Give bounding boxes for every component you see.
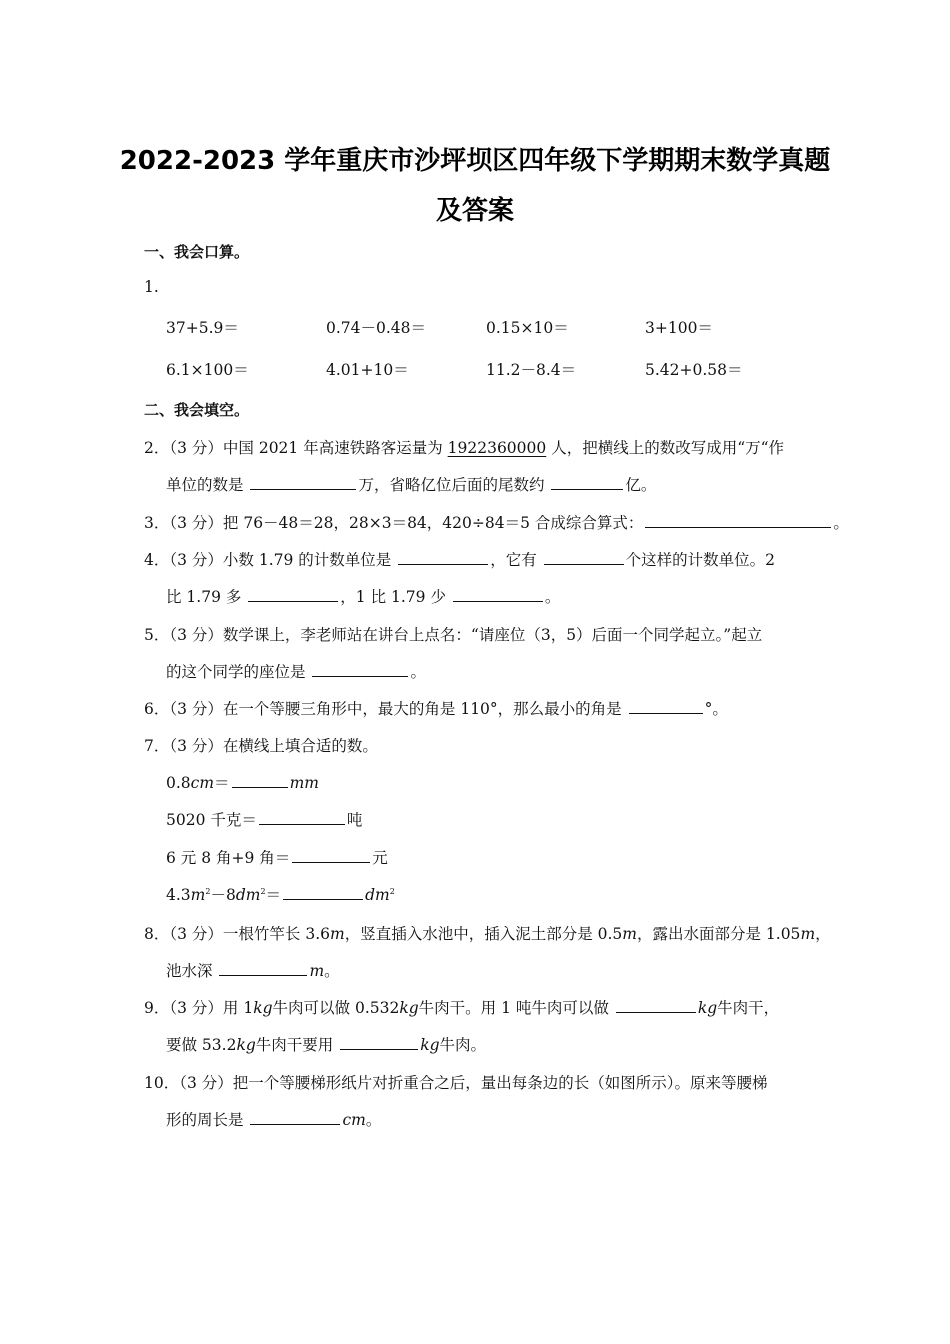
section-heading-2: 二、我会填空。	[144, 401, 250, 419]
calc-item: 6.1×100＝	[166, 361, 249, 379]
answer-blank[interactable]	[544, 549, 624, 565]
question-2-line-2: 单位的数是 万，省略亿位后面的尾数约 亿。	[166, 476, 657, 494]
underlined-number: 1922360000	[447, 439, 547, 457]
answer-blank[interactable]	[453, 586, 543, 602]
answer-blank[interactable]	[248, 586, 338, 602]
answer-blank[interactable]	[250, 474, 356, 490]
question-number-1: 1.	[144, 278, 159, 296]
question-8-line-2: 池水深 m。	[166, 962, 340, 980]
answer-blank[interactable]	[645, 512, 831, 528]
answer-blank[interactable]	[259, 809, 345, 825]
section-heading-1: 一、我会口算。	[144, 243, 250, 261]
page-title-continued: 及答案	[435, 196, 514, 226]
page-title: 2022-2023 学年重庆市沙坪坝区四年级下学期期末数学真题	[119, 146, 831, 176]
question-8-line-1: 8．（3 分）一根竹竿长 3.6m，竖直插入水池中，插入泥土部分是 0.5m，露出水面部分是 1.05m，	[144, 925, 831, 943]
question-3: 3．（3 分）把 76－48＝28，28×3＝84，420÷84＝5 合成综合算式： 。	[144, 514, 849, 532]
question-10-line-1: 10．（3 分）把一个等腰梯形纸片对折重合之后，量出每条边的长（如图所示）。原来等腰梯	[144, 1074, 768, 1092]
question-6: 6．（3 分）在一个等腰三角形中，最大的角是 110°，那么最小的角是 °。	[144, 700, 728, 718]
question-7-row-3: 6 元 8 角+9 角＝ 元	[166, 849, 388, 867]
answer-blank[interactable]	[292, 847, 370, 863]
question-7: 7．（3 分）在横线上填合适的数。	[144, 737, 378, 755]
question-4-line-1: 4．（3 分）小数 1.79 的计数单位是 ，它有 个这样的计数单位。2	[144, 551, 776, 569]
calc-item: 37+5.9＝	[166, 319, 239, 337]
question-5-line-1: 5．（3 分）数学课上，李老师站在讲台上点名：“请座位（3，5）后面一个同学起立。”起立	[144, 626, 763, 644]
answer-blank[interactable]	[616, 997, 696, 1013]
question-9-line-1: 9．（3 分）用 1kg牛肉可以做 0.532kg牛肉干。用 1 吨牛肉可以做 kg牛肉干，	[144, 999, 780, 1017]
question-4-line-2: 比 1.79 多 ，1 比 1.79 少 。	[166, 588, 561, 606]
answer-blank[interactable]	[551, 474, 623, 490]
answer-blank[interactable]	[398, 549, 488, 565]
calc-item: 0.15×10＝	[486, 319, 569, 337]
calc-item: 4.01+10＝	[326, 361, 409, 379]
answer-blank[interactable]	[340, 1034, 418, 1050]
answer-blank[interactable]	[232, 772, 288, 788]
question-7-row-1: 0.8cm＝ mm	[166, 774, 319, 792]
question-5-line-2: 的这个同学的座位是 。	[166, 663, 426, 681]
question-10-line-2: 形的周长是 cm。	[166, 1111, 382, 1129]
calc-item: 5.42+0.58＝	[645, 361, 743, 379]
calc-item: 3+100＝	[645, 319, 713, 337]
answer-blank[interactable]	[312, 661, 408, 677]
calc-item: 11.2－8.4＝	[486, 361, 577, 379]
calc-item: 0.74－0.48＝	[326, 319, 427, 337]
question-9-line-2: 要做 53.2kg牛肉干要用 kg牛肉。	[166, 1036, 487, 1054]
question-7-row-2: 5020 千克＝ 吨	[166, 811, 363, 829]
answer-blank[interactable]	[283, 884, 363, 900]
answer-blank[interactable]	[219, 960, 307, 976]
question-7-row-4: $4.3m^2-8dm^2= dm^2$	[166, 886, 395, 904]
answer-blank[interactable]	[629, 698, 703, 714]
answer-blank[interactable]	[250, 1109, 340, 1125]
question-2-line-1: 2．（3 分）中国 2021 年高速铁路客运量为 1922360000 人，把横线上的数改写成用“万“作	[144, 439, 785, 457]
